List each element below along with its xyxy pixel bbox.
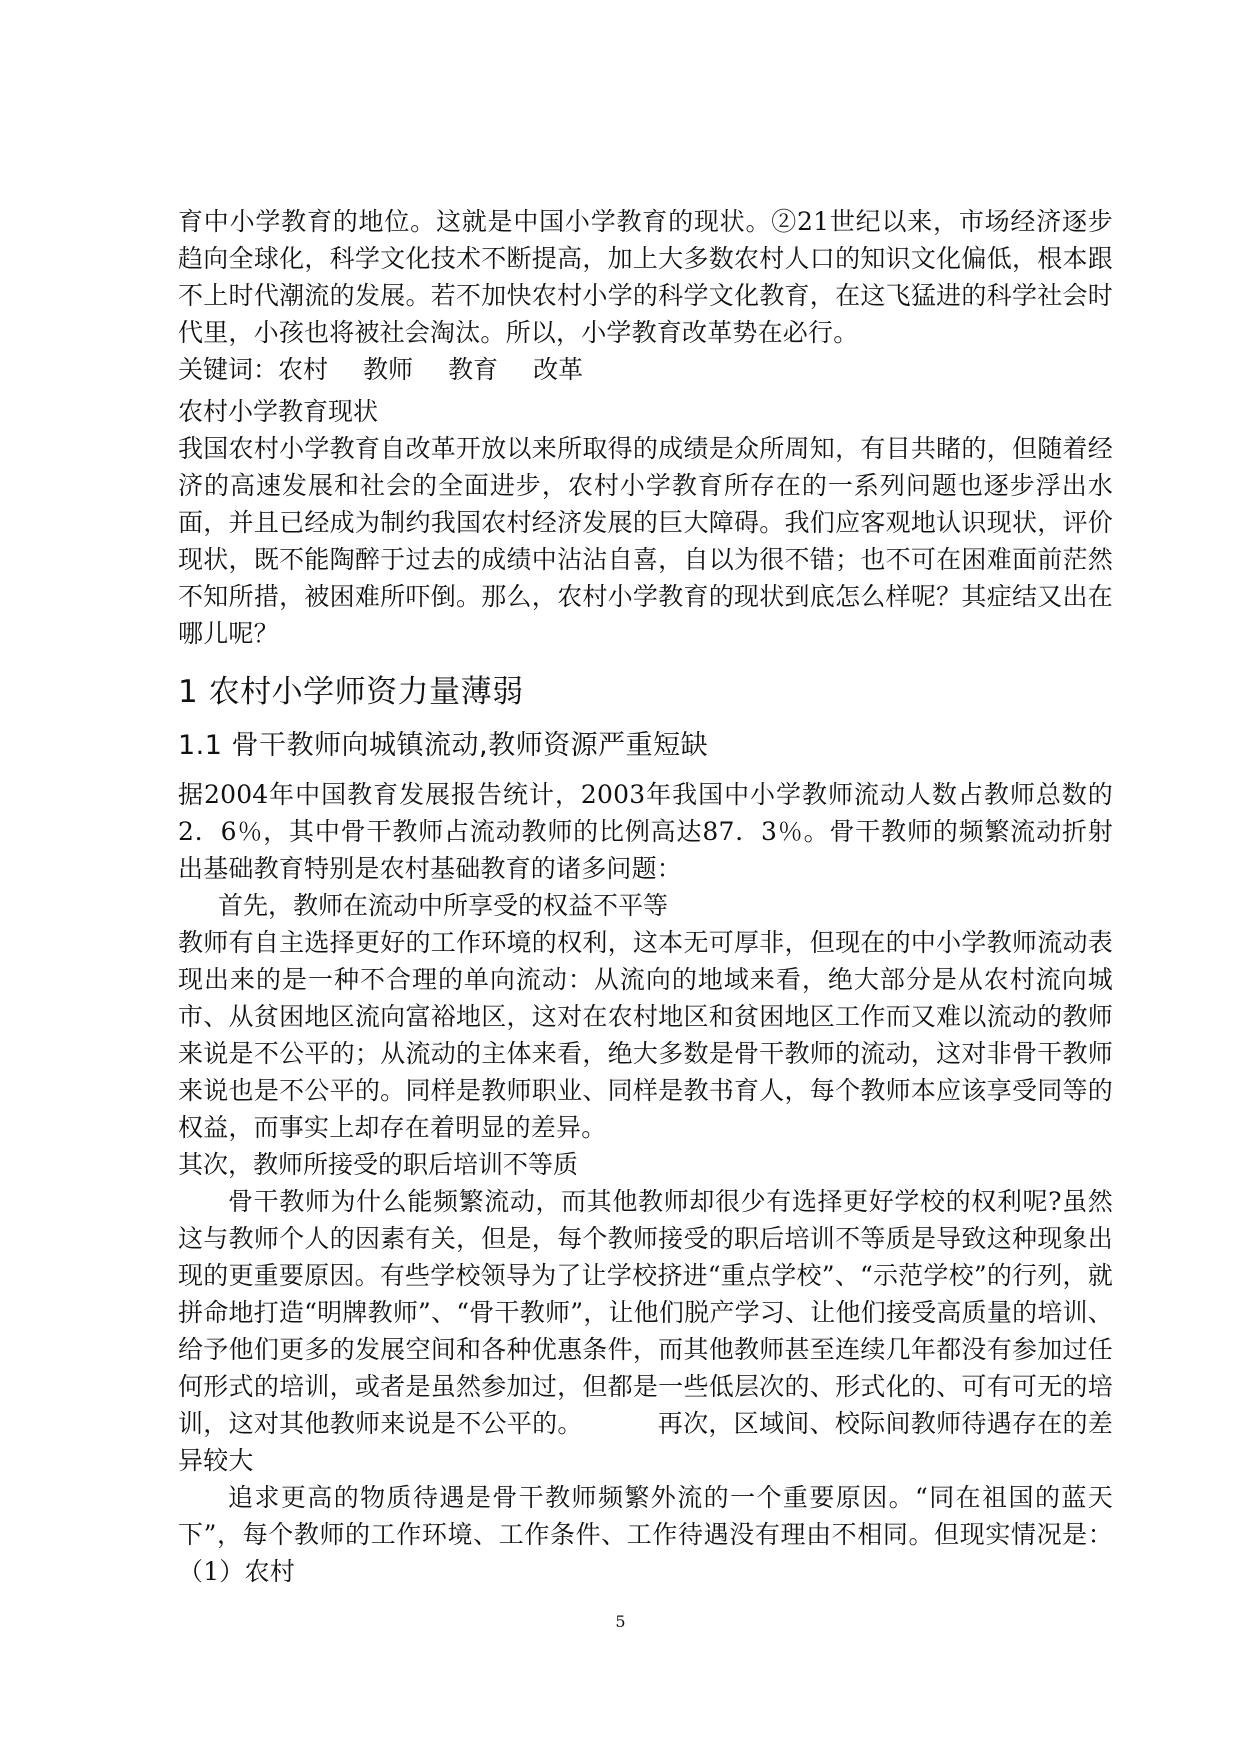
- point-third-paragraph: 追求更高的物质待遇是骨干教师频繁外流的一个重要原因。“同在祖国的蓝天下”，每个教师的工作环境、工作条件、工作待遇没有理由不相同。但现实情况是：（1）农村: [178, 1483, 1113, 1586]
- keyword-item: 教师: [363, 355, 414, 384]
- page-content: [178, 203, 1113, 1590]
- stats-paragraph: 据2004年中国教育发展报告统计，2003年我国中小学教师流动人数占教师总数的2．6％，其中骨干教师占流动教师的比例高达87．3％。骨干教师的频繁流动折射出基础教育特别是农村基础教育的诸多问题：: [178, 780, 1113, 883]
- point-second-text: 骨干教师为什么能频繁流动，而其他教师却很少有选择更好学校的权利呢?虽然这与教师个人的因素有关，但是，每个教师接受的职后培训不等质是导致这种现象出现的更重要原因。有些学校领导为了让学校挤进“重点学校”、“示范学校”的行列，就拼命地打造“明牌教师”、“骨干教师”，让他们脱产学习、让他们接受高质量的培训、给予他们更多的发展空间和各种优惠条件，而其他教师甚至连续几年都没有参加过任何形式的培训，或者是虽然参加过，但都是一些低层次的、形式化的、可有可无的培训，这对其他教师来说是不公平的。: [178, 1187, 1113, 1438]
- intro-paragraph: 育中小学教育的地位。这就是中国小学教育的现状。②21世纪以来，市场经济逐步趋向全球化，科学文化技术不断提高，加上大多数农村人口的知识文化偏低，根本跟不上时代潮流的发展。若不加快农村小学的科学文化教育，在这飞猛进的科学社会时代里，小孩也将被社会淘汰。所以，小学教育改革势在必行。: [178, 207, 1113, 347]
- point-third-heading: 再次，区域间、校际间教师待遇存在的差异较大: [178, 1409, 1113, 1475]
- keyword-item: 农村: [278, 355, 329, 384]
- keywords-label: 关键词：: [178, 355, 279, 384]
- point-first-heading: 首先，教师在流动中所享受的权益不平等: [218, 891, 669, 920]
- section-title: 农村小学教育现状: [178, 397, 379, 426]
- keyword-item: 改革: [533, 355, 584, 384]
- keyword-item: 教育: [448, 355, 499, 384]
- point-second-heading: 其次，教师所接受的职后培训不等质: [178, 1150, 579, 1179]
- point-first-paragraph: 教师有自主选择更好的工作环境的权利，这本无可厚非，但现在的中小学教师流动表现出来的是一种不合理的单向流动：从流向的地域来看，绝大部分是从农村流向城市、从贫困地区流向富裕地区，这对在农村地区和贫困地区工作而又难以流动的教师来说是不公平的；从流动的主体来看，绝大多数是骨干教师的流动，这对非骨干教师来说也是不公平的。同样是教师职业、同样是教书育人，每个教师本应该享受同等的权益，而事实上却存在着明显的差异。: [178, 928, 1113, 1142]
- section-paragraph: 我国农村小学教育自改革开放以来所取得的成绩是众所周知，有目共睹的，但随着经济的高速发展和社会的全面进步，农村小学教育所存在的一系列问题也逐步浮出水面，并且已经成为制约我国农村经济发展的巨大障碍。我们应客观地认识现状，评价现状，既不能陶醉于过去的成绩中沾沾自喜，自以为很不错；也不可在困难面前茫然不知所措，被困难所吓倒。那么，农村小学教育的现状到底怎么样呢？其症结又出在哪儿呢？: [178, 434, 1113, 648]
- heading-level-1: 1 农村小学师资力量薄弱: [178, 674, 524, 710]
- point-second-paragraph: [178, 1183, 1113, 1479]
- page-number: 5: [615, 1612, 626, 1631]
- heading-level-2: 1.1 骨干教师向城镇流动,教师资源严重短缺: [178, 730, 709, 761]
- keywords-line: [178, 351, 1113, 388]
